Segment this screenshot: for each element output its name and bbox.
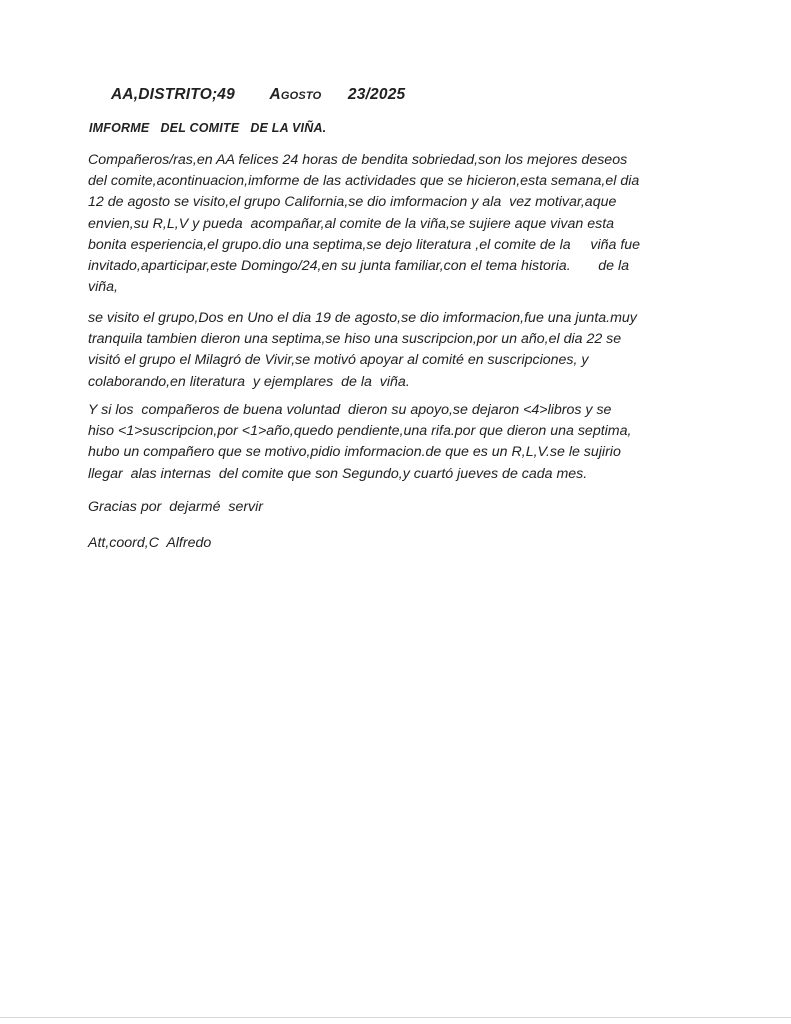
paragraph-line: envien,su R,L,V y pueda acompañar,al comite de la viña,se sujiere aque vivan esta — [88, 215, 615, 232]
scan-edge-divider — [0, 1017, 791, 1018]
paragraph-line: Compañeros/ras,en AA felices 24 horas de bendita sobriedad,son los mejores deseos — [88, 152, 628, 168]
paragraph-line: del comite,acontinuacion,imforme de las actividades que se hicieron,esta semana,el dia — [88, 173, 640, 190]
report-subject: IMFORME DEL COMITE DE LA VIÑA. — [89, 121, 327, 135]
paragraph-line: viña, — [88, 279, 118, 296]
closing-line: Gracias por dejarmé servir — [88, 499, 264, 515]
month-label: Agosto — [269, 86, 322, 103]
paragraph-line: Y si los compañeros de buena voluntad dieron su apoyo,se dejaron <4>libros y se — [88, 402, 612, 418]
paragraph-line: 12 de agosto se visito,el grupo California,se dio imformacion y ala vez motivar,aque — [88, 194, 617, 211]
paragraph-line: hiso <1>suscripcion,por <1>año,quedo pendiente,una rifa.por que dieron una septima, — [88, 423, 632, 440]
paragraph-line: colaborando,en literatura y ejemplares de la viña. — [88, 373, 410, 390]
paragraph-3 — [88, 400, 728, 485]
signature-line: Att,coord,C Alfredo — [88, 535, 212, 551]
letter-header — [111, 86, 405, 104]
date-label: 23/2025 — [347, 86, 406, 103]
paragraph-line: bonita esperiencia,el grupo.dio una septima,se dejo literatura ,el comite de la viña fue — [88, 236, 641, 253]
paragraph-2 — [88, 308, 728, 393]
paragraph-line: visitó el grupo el Milagró de Vivir,se motivó apoyar al comité en suscripciones, y — [88, 352, 589, 369]
paragraph-line: llegar alas internas del comite que son Segundo,y cuartó jueves de cada mes. — [88, 465, 588, 482]
paragraph-line: hubo un compañero que se motivo,pidio imformacion.de que es un R,L,V.se le sujirio — [88, 444, 621, 461]
paragraph-line: se visito el grupo,Dos en Uno el dia 19 de agosto,se dio imformacion,fue una junta.muy — [88, 310, 637, 326]
paragraph-line: invitado,aparticipar,este Domingo/24,en su junta familiar,con el tema historia. de la — [88, 258, 629, 275]
district-label: AA,DISTRITO;49 — [111, 86, 235, 103]
paragraph-1 — [88, 150, 728, 298]
paragraph-line: tranquila tambien dieron una septima,se hiso una suscripcion,por un año,el dia 22 se — [88, 331, 622, 348]
